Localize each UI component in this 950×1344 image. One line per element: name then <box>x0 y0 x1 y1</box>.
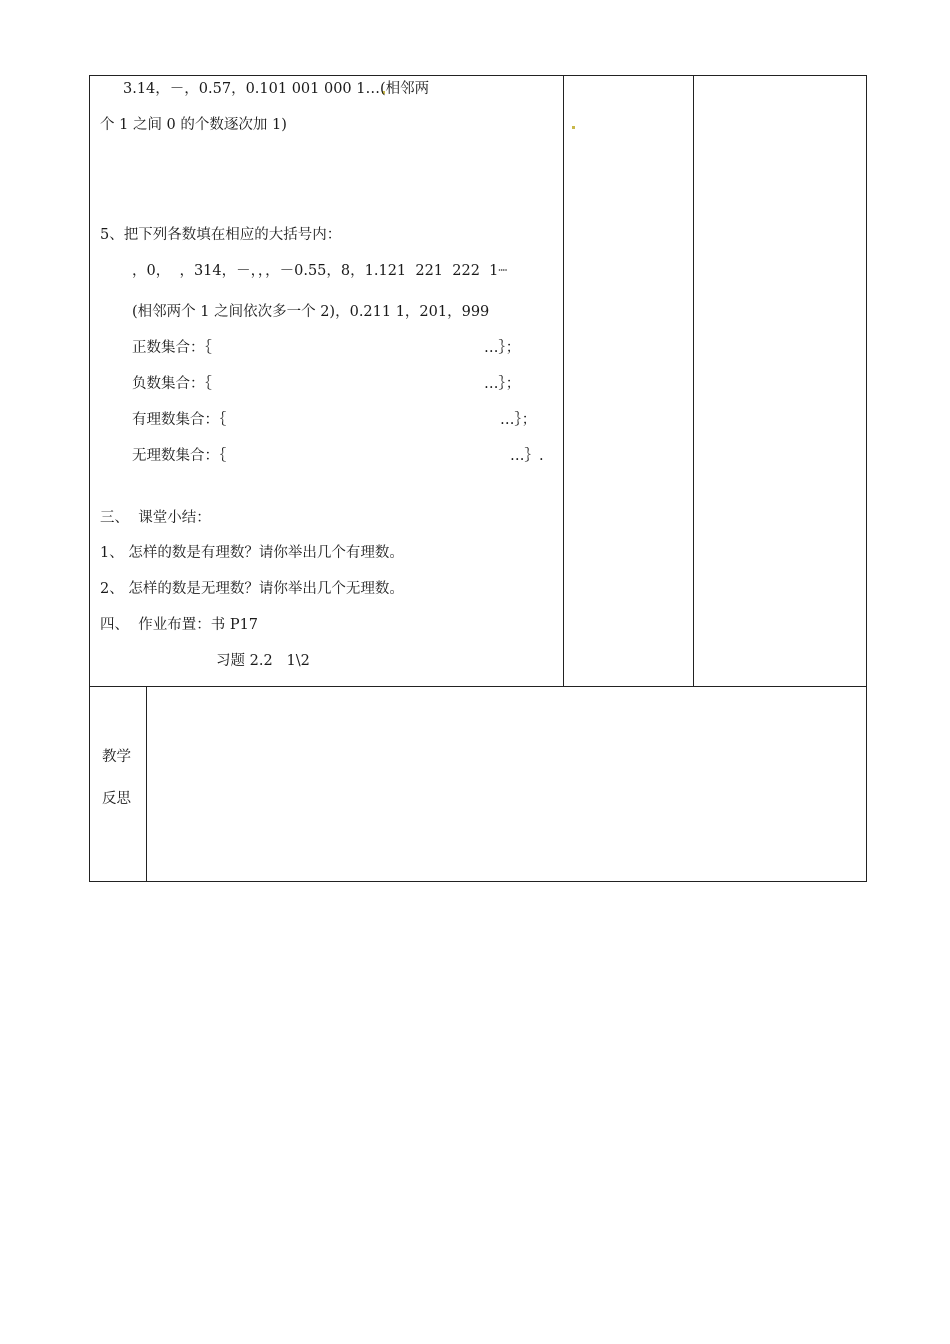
set-positive-tail: …｝； <box>484 340 521 356</box>
summary-title: 三、 课堂小结： <box>100 510 211 526</box>
homework-title: 四、 作业布置：书 P17 <box>100 617 259 633</box>
question-5-numbers: ，0， ，314，－，，，－0.55，8，1.121 221 222 1┈ <box>132 263 508 279</box>
set-negative-tail: …｝； <box>484 376 521 392</box>
faint-mark <box>572 126 575 129</box>
column-divider-1 <box>563 75 564 687</box>
summary-question-1: 1、 怎样的数是有理数？请你举出几个有理数。 <box>100 545 404 561</box>
column-divider-2 <box>693 75 694 687</box>
table-border-top <box>89 75 867 76</box>
summary-question-2: 2、 怎样的数是无理数？请你举出几个无理数。 <box>100 581 404 597</box>
set-rational-label: 有理数集合：｛ <box>132 412 227 428</box>
set-irrational-tail: …｝. <box>510 448 544 464</box>
question-5-numbers-continued: (相邻两个 1 之间依次多一个 2)，0.211 1，201，999 <box>132 304 490 320</box>
reflection-label-line-2: 反思 <box>102 791 131 807</box>
table-border-middle <box>89 686 867 687</box>
content-line-1: 3.14，－，0.57，0.101 001 000 1…(相邻两 <box>123 81 430 97</box>
content-line-2: 个 1 之间 0 的个数逐次加 1) <box>100 117 287 133</box>
reflection-label-line-1: 教学 <box>102 749 131 765</box>
set-rational-tail: …｝； <box>500 412 537 428</box>
table-border-bottom <box>89 881 867 882</box>
set-negative-label: 负数集合：｛ <box>132 376 212 392</box>
set-positive-label: 正数集合：｛ <box>132 340 212 356</box>
reflection-label-divider <box>146 686 147 882</box>
set-irrational-label: 无理数集合：｛ <box>132 448 227 464</box>
table-border-left <box>89 75 90 882</box>
question-5-title: 5、把下列各数填在相应的大括号内： <box>100 227 342 243</box>
homework-detail: 习题 2.2 1\2 <box>216 653 310 669</box>
table-border-right <box>866 75 867 882</box>
